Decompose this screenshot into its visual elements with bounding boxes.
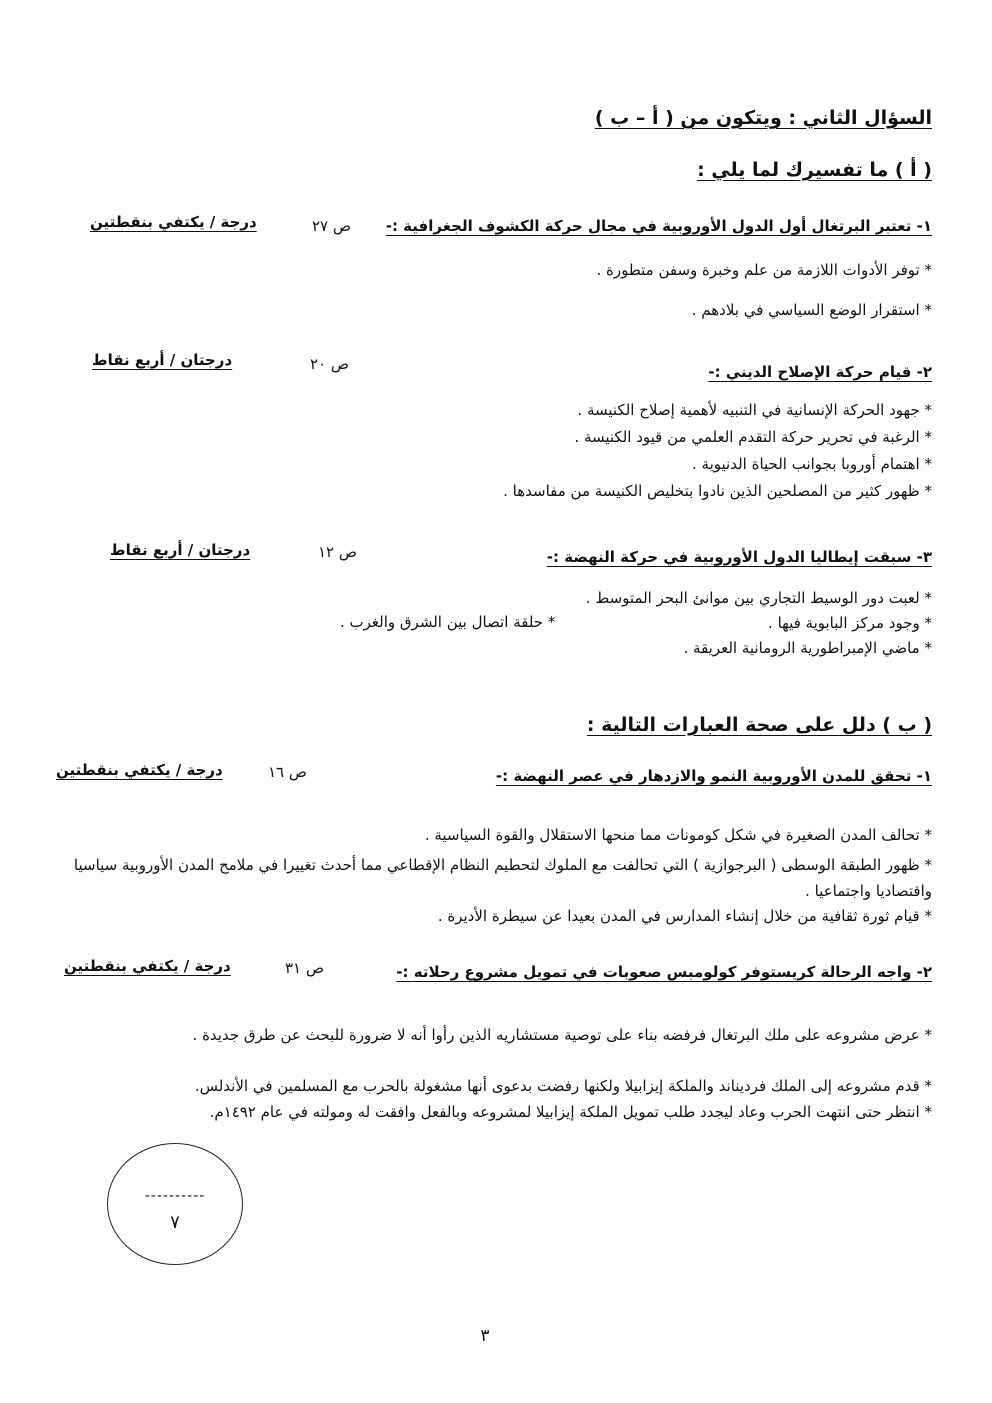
grade-note: درجتان / أربع نقاط <box>92 351 233 369</box>
answer-point: * جهود الحركة الإنسانية في التنبيه لأهمية إصلاح الكنيسة . <box>577 401 932 419</box>
answer-point: * قدم مشروعه إلى الملك فرديناند والملكة إيزابيلا ولكنها رفضت بدعوى أنها مشغولة بالحرب مع المسلمين في الأندلس. <box>194 1077 932 1095</box>
answer-point: * توفر الأدوات اللازمة من علم وخبرة وسفن متطورة . <box>596 261 932 279</box>
page-number: ٣ <box>480 1326 490 1346</box>
grade-note: درجة / يكتفي بنقطتين <box>90 213 257 231</box>
item-heading: ٢- قيام حركة الإصلاح الديني :- <box>708 363 932 381</box>
grade-note: درجة / يكتفي بنقطتين <box>56 761 223 779</box>
answer-point: * عرض مشروعه على ملك البرتغال فرفضه بناء على توصية مستشاريه الذين رأوا أنه لا ضرورة للبحث عن طرق جديدة . <box>192 1026 932 1044</box>
page-ref: ص ٣١ <box>285 959 325 977</box>
score-total: ٧ <box>170 1212 180 1233</box>
item-heading: ٢- واجه الرحالة كريستوفر كولومبس صعوبات في تمويل مشروع رحلاته :- <box>396 963 932 981</box>
score-box <box>107 1143 243 1265</box>
page-ref: ص ٢٠ <box>310 355 350 373</box>
item-heading: ١- تحقق للمدن الأوروبية النمو والازدهار في عصر النهضة :- <box>495 767 932 785</box>
grade-note: درجتان / أربع نقاط <box>110 541 251 559</box>
score-blank: ---------- <box>144 1188 206 1204</box>
part-b-title: ( ب ) دلل على صحة العبارات التالية : <box>586 714 932 736</box>
question-title: السؤال الثاني : ويتكون من ( أ – ب ) <box>594 107 932 129</box>
page-ref: ص ١٢ <box>318 543 358 561</box>
answer-point: * وجود مركز البابوية فيها . <box>768 614 932 632</box>
answer-point: * قيام ثورة ثقافية من خلال إنشاء المدارس في المدن بعيدا عن سيطرة الأديرة . <box>437 907 932 925</box>
answer-point: * انتظر حتى انتهت الحرب وعاد ليجدد طلب تمويل الملكة إيزابيلا لمشروعه وبالفعل وافقت له ومولته في عام ١٤٩٢م. <box>209 1103 932 1121</box>
item-heading: ٣- سبقت إيطاليا الدول الأوروبية في حركة النهضة :- <box>546 548 932 566</box>
answer-point: * تحالف المدن الصغيرة في شكل كومونات مما منحها الاستقلال والقوة السياسية . <box>424 826 932 844</box>
grade-note: درجة / يكتفي بنقطتين <box>64 957 231 975</box>
part-a-title: ( أ ) ما تفسيرك لما يلي : <box>697 159 932 181</box>
answer-point: * ماضي الإمبراطورية الرومانية العريقة . <box>683 639 932 657</box>
answer-point: * ظهور الطبقة الوسطى ( البرجوازية ) التي تحالفت مع الملوك لتحطيم النظام الإقطاعي مما أحدث تغييرا في ملامح المدن الأوروبية سياسيا واقتصاديا واجتماعيا . <box>73 856 932 900</box>
page-ref: ص ٢٧ <box>312 217 352 235</box>
answer-point: * ظهور كثير من المصلحين الذين نادوا بتخليص الكنيسة من مفاسدها . <box>503 482 932 500</box>
answer-point: * الرغبة في تحرير حركة التقدم العلمي من قيود الكنيسة . <box>574 428 932 446</box>
answer-point: * حلقة اتصال بين الشرق والغرب . <box>340 613 556 631</box>
item-heading: ١- تعتبر البرتغال أول الدول الأوروبية في مجال حركة الكشوف الجغرافية :- <box>385 217 932 235</box>
answer-point: * لعبت دور الوسيط التجاري بين موانئ البحر المتوسط . <box>585 589 932 607</box>
page-ref: ص ١٦ <box>268 763 308 781</box>
answer-point: * استقرار الوضع السياسي في بلادهم . <box>691 301 932 319</box>
answer-point: * اهتمام أوروبا بجوانب الحياة الدنيوية . <box>692 455 932 473</box>
